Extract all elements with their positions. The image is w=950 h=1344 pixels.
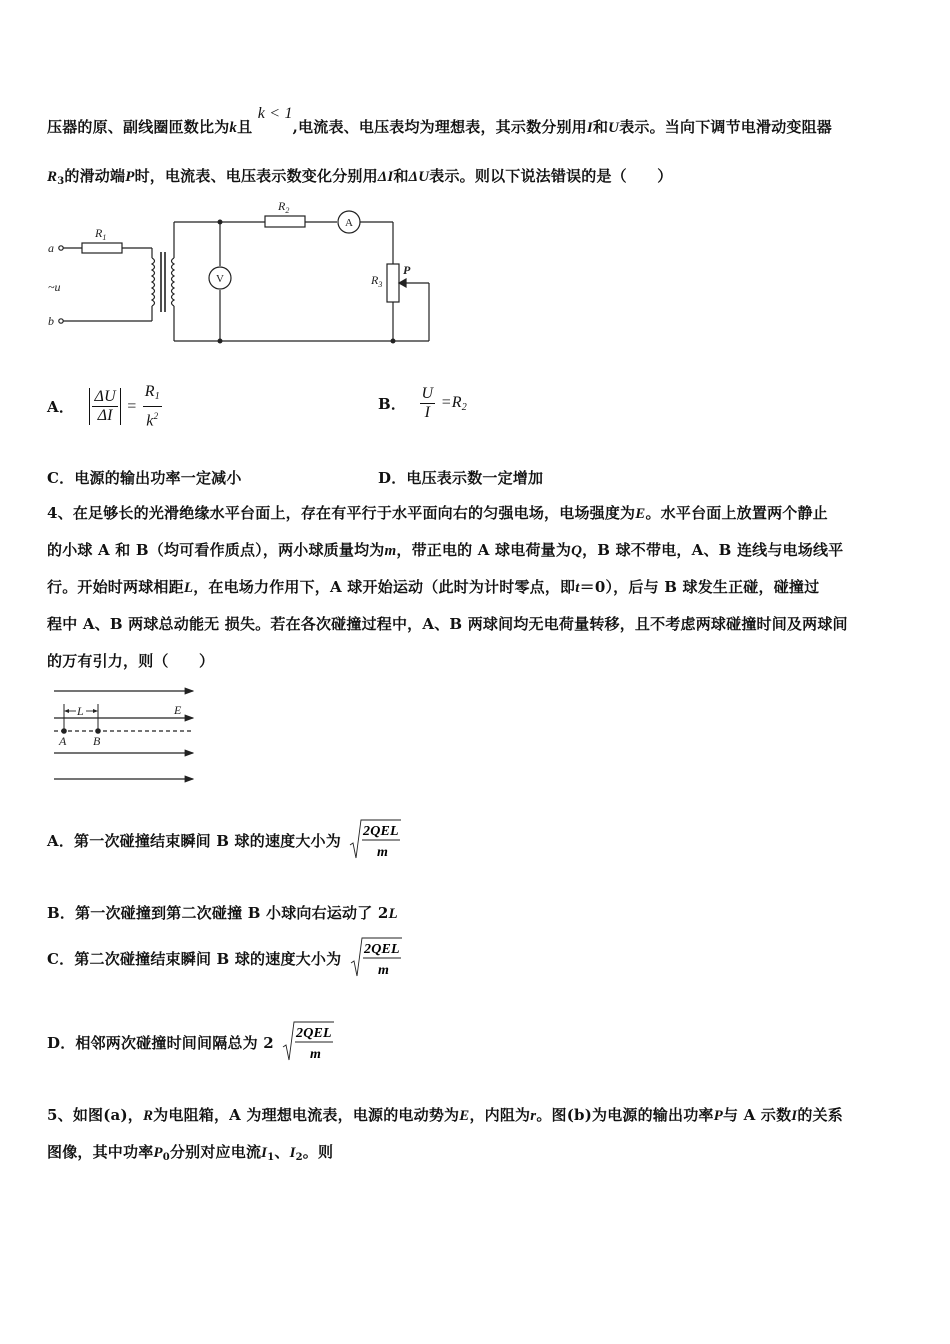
condition-k-lt-1: k < 1: [257, 105, 293, 122]
label-u: ~u: [48, 280, 61, 294]
svg-text:m: m: [377, 963, 389, 978]
svg-text:2QEL: 2QEL: [363, 824, 400, 839]
sqrt-2qel-m: [349, 818, 401, 862]
abs-bars: [89, 388, 120, 425]
fraction-r1-k2: $\frac{R_1}{k^2}$: [144, 383, 160, 430]
primary-coil: [152, 258, 155, 306]
arrow-left-icon: [64, 709, 69, 713]
q4-line-3: 行。开始时两球相距L，在电场力作用下，A 球开始运动（此时为计时零点，即t＝0），后与 B 球发生正碰，碰撞过: [47, 578, 820, 596]
arrow-right-icon: [93, 709, 98, 713]
q3-circuit-diagram: [40, 192, 440, 352]
label-p: P: [403, 263, 411, 277]
q3-line-2: [47, 165, 672, 187]
terminal-a: [59, 246, 63, 250]
var-I: I: [586, 120, 593, 136]
q4-line-1: 4、在足够长的光滑绝缘水平台面上，存在有平行于水平面向右的匀强电场，电场强度为E。水平台面上放置两个静止: [47, 504, 828, 522]
q3-option-c[interactable]: C．电源的输出功率一定减小: [47, 469, 242, 487]
svg-text:m: m: [377, 845, 389, 860]
junction-dot: [218, 339, 223, 344]
rheostat-r3: [387, 264, 399, 302]
option-b-label: B．: [378, 395, 407, 413]
q4-option-a[interactable]: A．第一次碰撞结束瞬间 B 球的速度大小为 2QEL m: [47, 818, 401, 862]
slider-arrow-icon: [399, 279, 406, 287]
ball-a: [61, 728, 67, 734]
fraction-du-di: $\frac{\Delta U}{\Delta I}$: [94, 388, 116, 425]
var-delta-U: ΔU: [408, 169, 430, 185]
var-R3-sub: 3: [57, 176, 65, 187]
q3-text: 时，电流表、电压表示数变化分别用: [134, 167, 378, 185]
q4-option-c[interactable]: C．第二次碰撞结束瞬间 B 球的速度大小为 2QEL m: [47, 936, 402, 980]
ball-b: [95, 728, 101, 734]
q3-text: 和: [592, 118, 609, 136]
q3-option-a[interactable]: A． $\frac{\Delta U}{\Delta I}$ = $\frac{R_1}{k^2}$: [47, 383, 160, 430]
q3-text: 表示。则以下说法错误的是（ ）: [429, 167, 673, 185]
var-P: P: [125, 169, 135, 185]
svg-text:2QEL: 2QEL: [296, 1026, 333, 1041]
q3-option-b[interactable]: B． $\frac{U}{I}$ $=R_2$: [378, 385, 467, 421]
label-A: A: [59, 734, 67, 748]
label-L: L: [77, 704, 84, 718]
sqrt-2qel-m: [282, 1020, 334, 1064]
q3-text: 压器的原、副线圈匝数比为: [47, 118, 230, 136]
q4-field-figure: [48, 682, 208, 787]
label-b: b: [48, 314, 54, 328]
q4-line-4: 程中 A、B 两球总动能无 损失。若在各次碰撞过程中，A、B 两球间均无电荷量转移，且不考虑两球碰撞时间及两球间: [47, 615, 848, 633]
q3-text: 表示。当向下调节电滑动变阻器: [619, 118, 832, 136]
resistor-r2: [265, 216, 305, 227]
q3-option-d[interactable]: D．电压表示数一定增加: [378, 469, 544, 487]
var-delta-I: ΔI: [377, 169, 394, 185]
q4-line-2: 的小球 A 和 B（均可看作质点），两小球质量均为m，带正电的 A 球电荷量为Q，B 球不带电，A、B 连线与电场线平: [47, 541, 844, 559]
junction-dot: [218, 220, 223, 225]
option-a-label: A．: [47, 398, 75, 417]
ammeter-label: A: [345, 217, 353, 229]
sqrt-2qel-m: [350, 936, 402, 980]
var-R3: R: [47, 169, 58, 185]
secondary-coil: [172, 258, 175, 306]
terminal-b: [59, 319, 63, 323]
label-r3: $R_3$: [371, 273, 383, 289]
label-r1: $R_1$: [95, 226, 107, 242]
q3-text: 的滑动端: [64, 167, 126, 185]
q3-text: ,电流表、电压表均为理想表，其示数分别用: [292, 118, 587, 136]
q5-line-2: 图像，其中功率$P_0$分别对应电流$I_1$、$I_2$。则: [47, 1143, 334, 1163]
q4-option-d[interactable]: D．相邻两次碰撞时间间隔总为 2 2QEL m: [47, 1020, 334, 1064]
label-B: B: [93, 734, 101, 748]
q3-text: 且: [237, 118, 253, 136]
q4-line-5: 的万有引力，则（ ）: [47, 652, 215, 670]
var-U: U: [608, 120, 620, 136]
voltmeter-label: V: [216, 273, 224, 285]
resistor-r1: [82, 243, 122, 253]
label-a: a: [48, 241, 54, 255]
label-E: E: [174, 703, 182, 717]
svg-text:m: m: [310, 1047, 322, 1062]
fraction-u-i: $\frac{U}{I}$: [421, 385, 434, 421]
q3-line-1: [47, 105, 832, 137]
junction-dot: [391, 339, 396, 344]
label-r2: $R_2$: [278, 199, 290, 215]
q4-option-b[interactable]: B．第一次碰撞到第二次碰撞 B 小球向右运动了 2L: [47, 904, 398, 922]
q5-line-1: 5、如图(a)，R为电阻箱，A 为理想电流表，电源的电动势为E，内阻为r。图(b)为电源的输出功率P与 A 示数I的关系: [47, 1106, 843, 1124]
var-k: k: [229, 120, 238, 136]
svg-text:2QEL: 2QEL: [363, 942, 400, 957]
q3-text: 和: [393, 167, 409, 185]
